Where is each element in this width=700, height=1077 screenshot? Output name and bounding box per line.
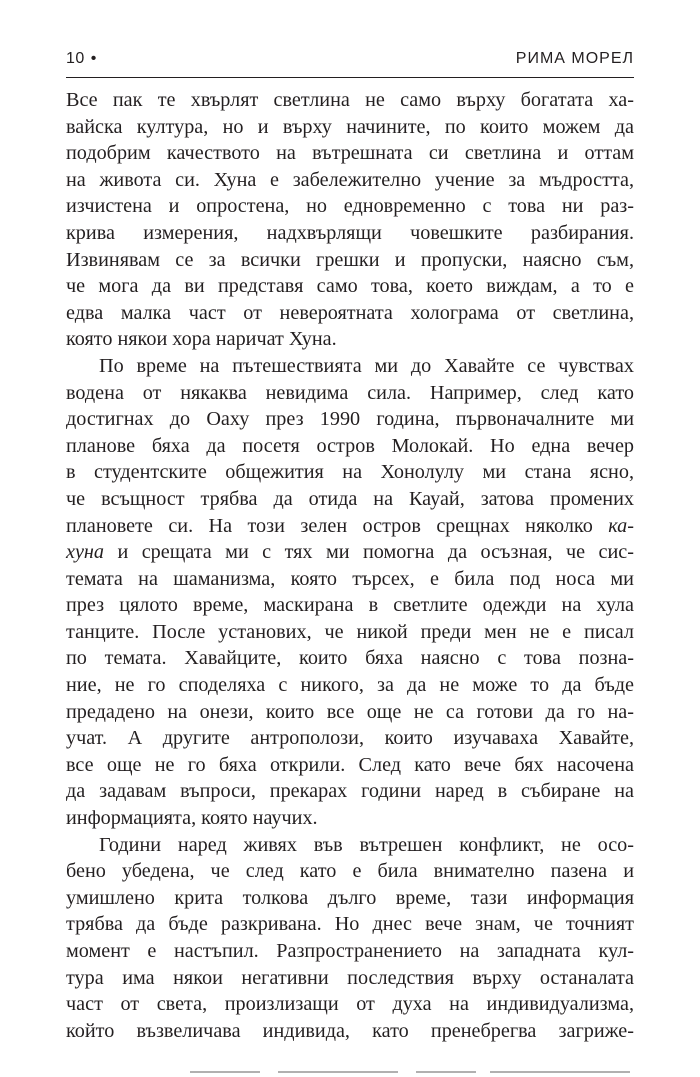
text-line: информацията, която научих. [66,807,318,830]
author-name: РИМА МОРЕЛ [515,50,634,67]
text-line: все още не го бяха открили. След като вече бях насочена [66,753,634,776]
text-line: трябва да бъде разкривана. Но днес вече знам, че точният [66,913,634,936]
paragraph [66,87,634,353]
text-line: По време на пътешествията ми до Хавайте се чувствах [99,354,634,377]
text-line: хуна и срещата ми с тях ми помогна да осъзная, че сис- [66,541,634,564]
text-line: плановете си. На този зелен остров срещнах няколко ка- [66,514,634,537]
next-line-fragment [190,1066,630,1077]
text-line: темата на шаманизма, която търсех, е била под носа ми [66,567,634,590]
text-line: че всъщност трябва да отида на Кауай, затова промених [66,487,634,510]
text-line: тура има някои негативни последствия върху останалата [66,966,634,989]
text-line: момент е настъпил. Разпространението на западната кул- [66,940,634,962]
page-number: 10 [66,50,85,67]
text-line: че мога да ви представя само това, което виждам, а то е [66,275,634,298]
running-head [66,46,634,74]
text-line: достигнах до Оаху през 1990 година, първоначалните ми [66,408,634,431]
text-line: танците. После установих, че никой преди мен не е писал [66,620,634,643]
text-line: през цялото време, маскирана в светлите одежди на хула [66,594,634,617]
text-line: крива измерения, надхвърлящи човешките разбирания. [66,221,634,244]
text-line: едва малка част от невероятната холограма от светлина, [66,301,634,324]
text-line: на живота си. Хуна е забележително учение за мъдростта, [66,168,634,191]
paragraph [66,353,634,832]
text-line: част от света, произлизащи от духа на индивидуализма, [66,993,634,1016]
text-line: Извинявам се за всички грешки и пропуски, наясно съм, [66,248,634,271]
text-line: Все пак те хвърлят светлина не само върху богатата ха- [66,89,634,111]
text-line: ние, не го споделяха с никого, за да не може то да бъде [66,674,634,697]
text-line: предадено на онези, които все още не са готови да го на- [66,700,634,723]
text-line: изчистена и опростена, но едновременно с това ни раз- [66,195,634,218]
text-line: която някои хора наричат Хуна. [66,328,337,351]
text-line: бено убедена, че след като е била внимателно пазена и [66,860,634,883]
bullet-separator: • [90,50,97,67]
text-line: умишлено крита толкова дълго време, тази информация [66,886,634,909]
header-rule [66,77,634,78]
text-line: учат. А другите антрополози, които изучаваха Хавайте, [66,727,634,750]
text-line: който възвеличава индивида, като пренебрегва загриже- [66,1019,634,1042]
body-text [66,87,634,1044]
text-line: Години наред живях във вътрешен конфликт, не осо- [99,833,634,856]
text-line: водена от някаква невидима сила. Например, след като [66,381,634,404]
text-line: по темата. Хавайците, които бяха наясно с това позна- [66,647,634,670]
text-line: в студентските общежития на Хонолулу ми стана ясно, [66,461,634,484]
page-number-group [66,50,97,68]
text-line: вайска култура, но и върху начините, по които можем да [66,115,634,138]
text-line: подобрим качеството на вътрешната си светлина и оттам [66,142,634,165]
text-line: планове бяха да посетя остров Молокай. Но една вечер [66,434,634,457]
text-line: да задавам въпроси, прекарах години наред в събиране на [66,780,634,803]
paragraph [66,832,634,1045]
